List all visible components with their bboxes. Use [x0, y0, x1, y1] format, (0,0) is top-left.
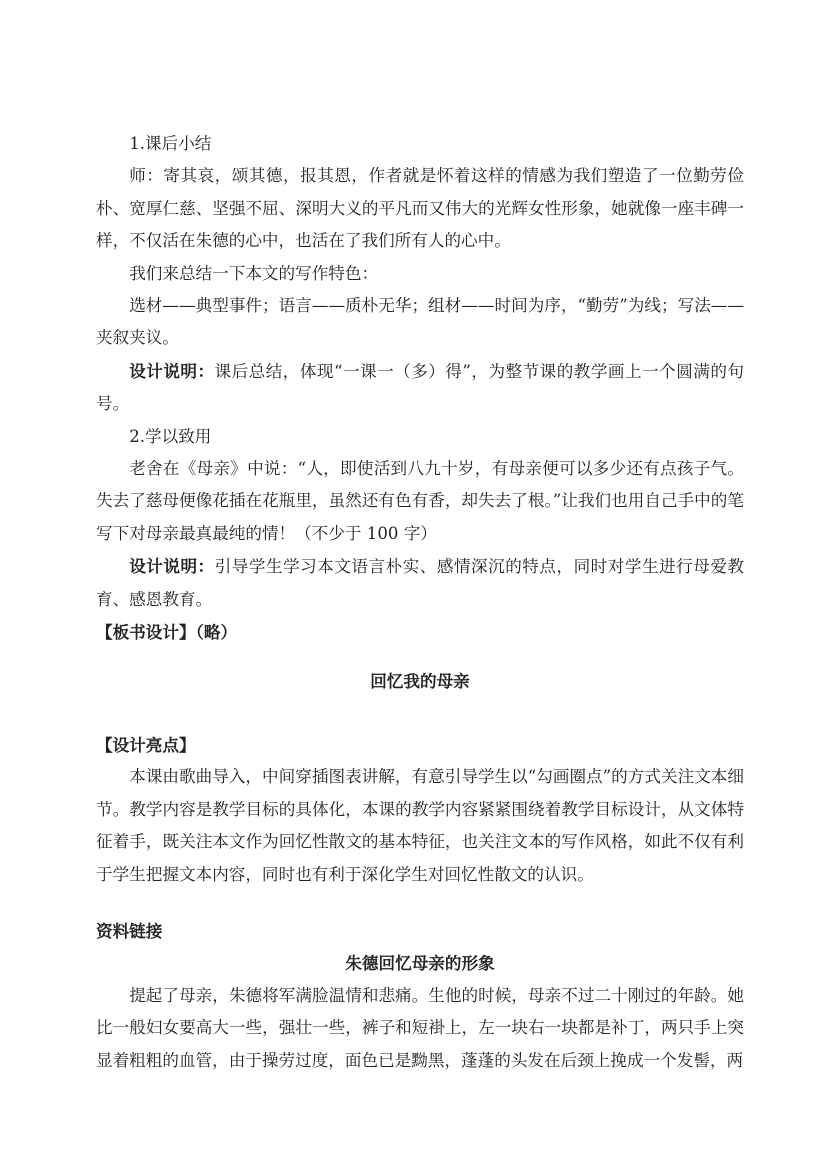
board-design-heading: 【板书设计】（略）	[96, 622, 238, 643]
design-note-2	[96, 550, 744, 616]
section-heading-summary: 1.课后小结	[129, 134, 212, 153]
design-note-text: 引导学生学习本文语言朴实、感情深沉的特点，同时对学生进行母爱教育、感恩教育。	[96, 557, 745, 609]
resources-heading: 资料链接	[96, 920, 163, 941]
writing-features: 选材——典型事件；语言——质朴无华；组材——时间为序，“勤劳”为线；写法——夹叙夹议。	[96, 296, 744, 348]
document-page	[96, 128, 744, 1077]
board-title: 回忆我的母亲	[370, 670, 470, 691]
highlights-paragraph: 本课由歌曲导入，中间穿插图表讲解，有意引导学生以“勾画圈点”的方式关注文本细节。教学内容是教学目标的具体化，本课的教学内容紧紧围绕着教学目标设计，从文体特征着手，既关注本文作为回忆性散文的基本特征，也关注文本的写作风格，如此不仅有利于学生把握文本内容，同时也有利于深化学生对回忆性散文的认识。	[96, 767, 744, 884]
apply-paragraph: 老舍在《母亲》中说：“人，即使活到八九十岁，有母亲便可以多少还有点孩子气。失去了慈母便像花插在花瓶里，虽然还有色有香，却失去了根。”让我们也用自己手中的笔写下对母亲最真最纯的情！（不少于 100 字）	[96, 459, 744, 543]
resources-title: 朱德回忆母亲的形象	[345, 953, 495, 974]
highlights-heading: 【设计亮点】	[96, 734, 196, 755]
summary-intro: 我们来总结一下本文的写作特色：	[129, 263, 379, 283]
resources-paragraph: 提起了母亲，朱德将军满脸温情和悲痛。生他的时候，母亲不过二十刚过的年龄。她比一般妇女要高大一些，强壮一些，裤子和短褂上，左一块右一块都是补丁，两只手上突显着粗粗的血管，由于操劳过度，面色已是黝黑，蓬蓬的头发在后颈上挽成一个发髻，两	[96, 985, 744, 1070]
design-note-text: 课后总结，体现“一课一（多）得”，为整节课的教学画上一个圆满的句号。	[96, 361, 745, 414]
design-note-label: 设计说明：	[129, 556, 215, 577]
teacher-paragraph: 师：寄其哀，颂其德，报其恩，作者就是怀着这样的情感为我们塑造了一位勤劳俭朴、宽厚仁慈、坚强不屈、深明大义的平凡而又伟大的光辉女性形象，她就像一座丰碑一样，不仅活在朱德的心中，也活在了我们所有人的心中。	[96, 166, 744, 251]
design-note-1	[96, 355, 744, 421]
design-note-label: 设计说明：	[129, 360, 215, 381]
section-heading-apply: 2.学以致用	[129, 426, 212, 446]
